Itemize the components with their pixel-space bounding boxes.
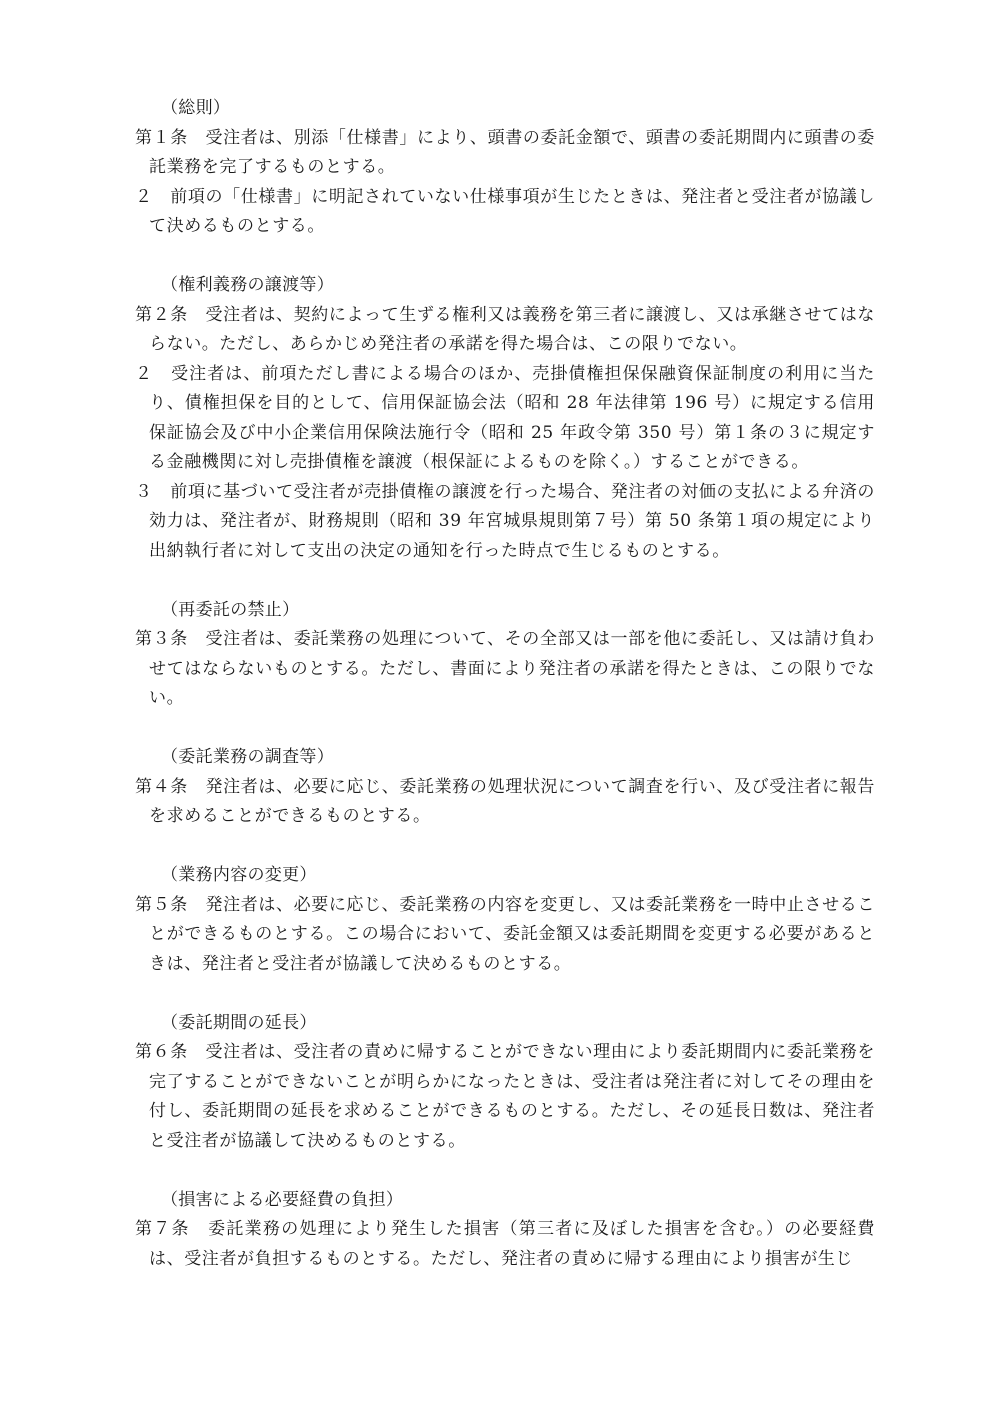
article-paragraph [135, 1215, 875, 1274]
article-paragraph [135, 124, 875, 183]
article-paragraph [135, 625, 875, 714]
paragraph-number: 第３条 [135, 629, 188, 649]
article-4 [135, 743, 875, 832]
article-paragraph [135, 478, 875, 567]
paragraph-text: 受注者は、委託業務の処理について、その全部又は一部を他に委託し、又は請け負わせてはならないものとする。ただし、書面により発注者の承諾を得たときは、この限りでない。 [149, 629, 875, 708]
section-gap [135, 242, 875, 272]
paragraph-number: 第６条 [135, 1042, 188, 1062]
article-paragraph [135, 360, 875, 478]
section-gap [135, 979, 875, 1009]
article-3 [135, 596, 875, 714]
section-gap [135, 566, 875, 596]
paragraph-number: 第１条 [135, 127, 188, 148]
contract-clauses [135, 94, 875, 1274]
article-heading: （委託業務の調査等） [161, 747, 334, 767]
section-gap [135, 1156, 875, 1186]
paragraph-text: 受注者は、別添「仕様書」により、頭書の委託金額で、頭書の委託期間内に頭書の委託業務を完了するものとする。 [149, 127, 875, 177]
paragraph-text: 前項の「仕様書」に明記されていない仕様事項が生じたときは、発注者と受注者が協議して決めるものとする。 [149, 186, 875, 236]
article-paragraph [135, 183, 875, 242]
article-heading: （総則） [161, 98, 231, 118]
article-7 [135, 1186, 875, 1275]
paragraph-number: 第５条 [135, 894, 188, 915]
article-1 [135, 94, 875, 242]
paragraph-text: 発注者は、必要に応じ、委託業務の内容を変更し、又は委託業務を一時中止させることができるものとする。この場合において、委託金額又は委託期間を変更する必要があるときは、発注者と受注者が協議して決めるものとする。 [149, 894, 875, 974]
article-heading: （業務内容の変更） [161, 865, 317, 885]
paragraph-text: 発注者は、必要に応じ、委託業務の処理状況について調査を行い、及び受注者に報告を求めることができるものとする。 [149, 776, 875, 826]
section-gap [135, 832, 875, 862]
paragraph-text: 前項に基づいて受注者が売掛債権の譲渡を行った場合、発注者の対価の支払による弁済の効力は、発注者が、財務規則（昭和 39 年宮城県規則第７号）第 50 条第１項の規定により出納執行者に対して支出の決定の通知を行った時点で生じるものとする。 [149, 481, 875, 561]
article-paragraph [135, 301, 875, 360]
paragraph-text: 受注者は、受注者の責めに帰することができない理由により委託期間内に委託業務を完了することができないことが明らかになったときは、受注者は発注者に対してその理由を付し、委託期間の延長を求めることができるものとする。ただし、その延長日数は、発注者と受注者が協議して決めるものとする。 [149, 1042, 875, 1151]
article-5 [135, 861, 875, 979]
article-heading: （委託期間の延長） [161, 1012, 317, 1033]
article-heading: （損害による必要経費の負担） [161, 1189, 404, 1210]
article-2 [135, 271, 875, 566]
paragraph-text: 受注者は、前項ただし書による場合のほか、売掛債権担保保融資保証制度の利用に当たり、債権担保を目的として、信用保証協会法（昭和 28 年法律第 196 号）に規定する信用保証協会及び中小企業信用保険法施行令（昭和 25 年政令第 350 号）第１条の３に規定する金融機関に対し売掛債権を譲渡（根保証によるものを除く。）することができる。 [149, 363, 875, 472]
paragraph-number: ３ [135, 481, 153, 502]
article-paragraph [135, 891, 875, 980]
article-heading: （権利義務の譲渡等） [161, 275, 334, 295]
article-heading: （再委託の禁止） [161, 599, 300, 620]
paragraph-number: ２ [135, 186, 153, 207]
paragraph-number: 第７条 [135, 1219, 190, 1239]
paragraph-number: 第４条 [135, 776, 188, 797]
section-gap [135, 714, 875, 744]
article-paragraph [135, 773, 875, 832]
article-paragraph [135, 1038, 875, 1156]
paragraph-number: 第２条 [135, 304, 188, 325]
paragraph-number: ２ [135, 363, 154, 384]
paragraph-text: 受注者は、契約によって生ずる権利又は義務を第三者に譲渡し、又は承継させてはならない。ただし、あらかじめ発注者の承諾を得た場合は、この限りでない。 [149, 304, 875, 354]
paragraph-text: 委託業務の処理により発生した損害（第三者に及ぼした損害を含む。）の必要経費は、受注者が負担するものとする。ただし、発注者の責めに帰する理由により損害が生じ [149, 1219, 875, 1269]
article-6 [135, 1009, 875, 1157]
